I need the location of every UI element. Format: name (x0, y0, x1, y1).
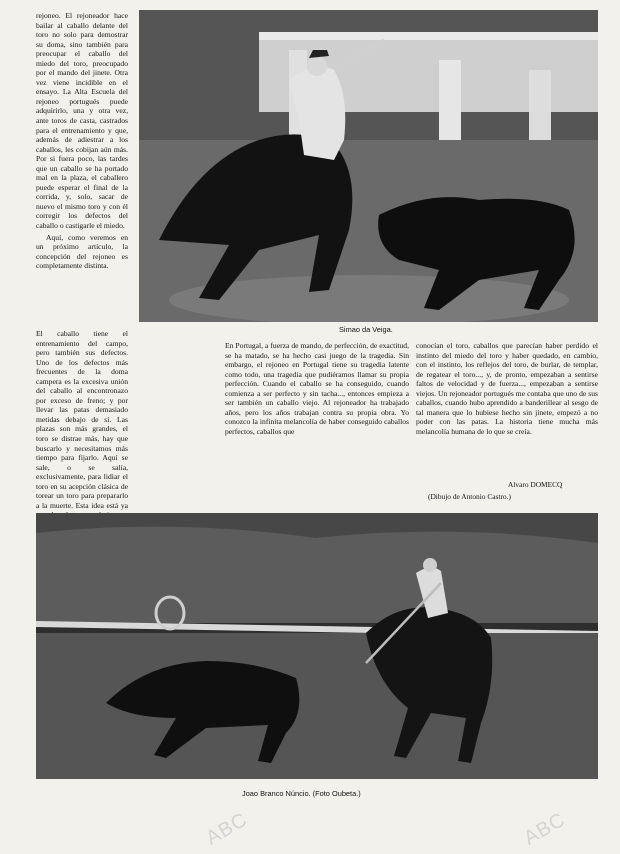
drawing-credit: (Dibujo de Antonio Castro.) (428, 492, 511, 501)
photo-simao-da-veiga (139, 10, 598, 322)
author-signature: Alvaro DOMECQ (508, 480, 563, 489)
article-column-b (225, 341, 409, 436)
abc-watermark: ABC (520, 808, 570, 850)
article-paragraph: El caballo tiene el entrenamiento del campo, pero también sus defectos. Uno de los defectos más frecuentes de la doma campera es la excesiva unión del caballo al encontronazo por exceso de freno; y por llevar las patas demasiado metidas debajo de sí. Las plazas son más grandes, el toro se distrae más, hay que buscarlo y necesitamos más tiempo para fijarlo. Aquí se sale, o se salía, exclusivamente, para lidiar el toro en su acepción clásica de torear un toro para prepararlo a la muerte. Esta idea está ya (36, 329, 128, 510)
photo-caption-top: Simao da Veiga. (339, 325, 393, 334)
article-paragraph: rejoneo. El rejoneador hace bailar al caballo delante del toro no solo para demostrar su doma, sino también para preocupar el caballo del miedo del toro, preocupado por el mando del jinete. Otra vez viene incidible en el ensayo. La Alta Escuela del rejoneo portugués puede adquirirlo, una y otra vez, ante toros de casta, castrados para el entrenamiento y que, además de adiestrar a los caballos, les cobijan aún más. Por si fuera poco, las tardes que un caballo se ha portado mal en la plaza, el caballero puede esperar el final de la corrida, y, solo, sacar de nuevo el mismo toro y con él corregir los defectos del caballo o castigarle el miedo. (36, 11, 128, 231)
article-paragraph: En Portugal, a fuerza de mando, de perfección, de exactitud, se ha matado, se ha hecho casi juego de la tragedia. Sin embargo, el rejoneo en Portugal tiene su tragedia latente como todo, una tragedia que pudiéramos llamar su propia perfección. Cuando el caballo se ha conseguido, cuando comienza a ser perfecto y sin tacha..., entonces empieza a ser también un caballo viejo. Al rejoneador ha trabajado años, pero los años trabajan contra su propia obra. Yo conozco la infinita melancolía de haber conseguido caballos perfectos, caballos que (225, 341, 409, 436)
article-paragraph: conocían el toro, caballos que parecían haber perdido el instinto del miedo del toro y haber quedado, en cambio, con el instinto, los reflejos del toro, de burlar, de templar, de regatear el toro..., y, de pronto, empezaban a sentirse faltos de velocidad y de fuerza..., empezaban a sentirse viejos. Un rejoneador portugués me contaba que uno de sus caballos, cuando hubo aprendido a banderillear al sesgo de tal manera que lo hubiese hecho sin jinete, empezó a no poder con las patas. La historia tiene mucha más melancolía humana de lo que se creía. (416, 341, 598, 436)
abc-watermark: ABC (202, 808, 252, 850)
photo-caption-bottom: Joao Branco Núncio. (Foto Oubeta.) (242, 789, 361, 798)
article-column-c (416, 341, 598, 436)
article-column-top (36, 11, 128, 271)
photo-joao-branco-nuncio (36, 513, 598, 779)
article-paragraph: Aquí, como veremos en un próximo artículo, la concepción del rejoneo es completamente distinta. (36, 232, 128, 271)
